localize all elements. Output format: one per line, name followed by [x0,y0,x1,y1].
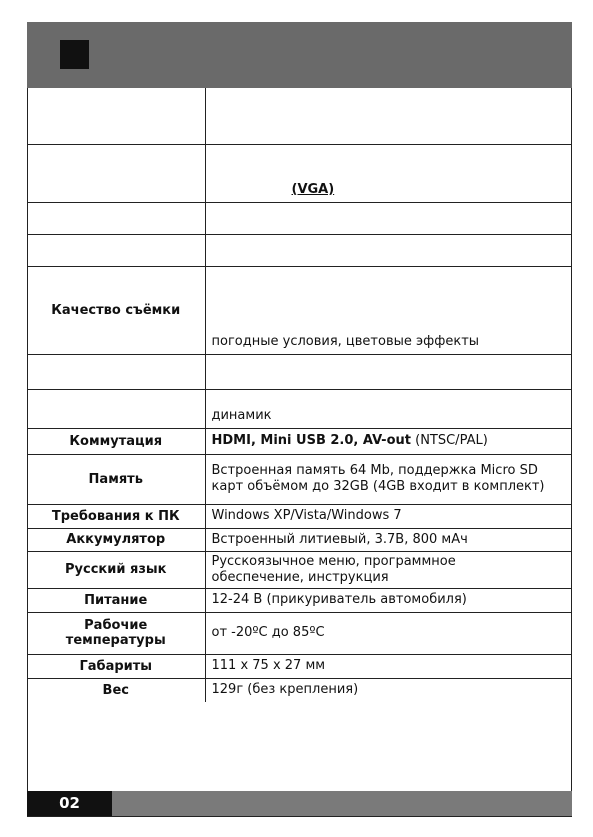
spec-key: Аккумулятор [27,528,205,551]
spec-value [205,234,572,266]
spec-value: от -20ºС до 85ºС [205,612,572,654]
table-row [27,504,572,528]
spec-key-line: Рабочие [84,618,148,633]
table-row [27,551,572,588]
spec-value-line: Встроенная память 64 Mb, поддержка Micro SD [211,463,538,478]
spec-key: Русский язык [27,551,205,588]
spec-key [27,354,205,389]
spec-value-rest: (NTSC/PAL) [410,433,488,448]
spec-table [27,88,572,702]
spec-key [27,389,205,428]
spec-key: Коммутация [27,428,205,454]
spec-value: Windows XP/Vista/Windows 7 [205,504,572,528]
spec-key [27,144,205,202]
spec-key [27,88,205,144]
table-row [27,88,572,144]
spec-key: Питание [27,588,205,612]
spec-value: Встроенный литиевый, 3.7В, 800 мАч [205,528,572,551]
header-bar [27,22,572,88]
spec-value: погодные условия, цветовые эффекты [205,266,572,354]
table-row [27,202,572,234]
table-row [27,454,572,504]
spec-value [205,88,572,144]
table-row [27,678,572,702]
spec-value-bold: HDMI, Mini USB 2.0, AV-out [211,433,411,448]
spec-key: Вес [27,678,205,702]
spec-value [205,202,572,234]
table-row [27,612,572,654]
spec-value-vga: (VGA) [291,181,335,197]
spec-value: 12-24 В (прикуриватель автомобиля) [205,588,572,612]
table-row [27,428,572,454]
spec-value [205,354,572,389]
spec-key: Требования к ПК [27,504,205,528]
spec-value: 129г (без крепления) [211,682,359,698]
spec-value-line: обеспечение, инструкция [211,569,389,585]
table-row [27,654,572,678]
spec-key: Память [27,454,205,504]
spec-key-line: температуры [65,633,166,648]
spec-value: 111 х 75 х 27 мм [205,654,572,678]
table-row [27,266,572,354]
spec-value-line: Русскоязычное меню, программное [211,553,456,569]
page-number: 02 [27,791,112,816]
spec-value: динамик [205,389,572,428]
table-row [27,234,572,266]
table-row [27,389,572,428]
table-row [27,528,572,551]
header-square-icon [60,40,89,69]
spec-key [27,202,205,234]
table-row [27,588,572,612]
spec-value-line: карт объёмом до 32GB (4GB входит в комплект) [211,479,545,494]
spec-key [27,234,205,266]
table-row [27,144,572,202]
spec-key: Габариты [27,654,205,678]
spec-key: Качество съёмки [27,266,205,354]
table-row [27,354,572,389]
